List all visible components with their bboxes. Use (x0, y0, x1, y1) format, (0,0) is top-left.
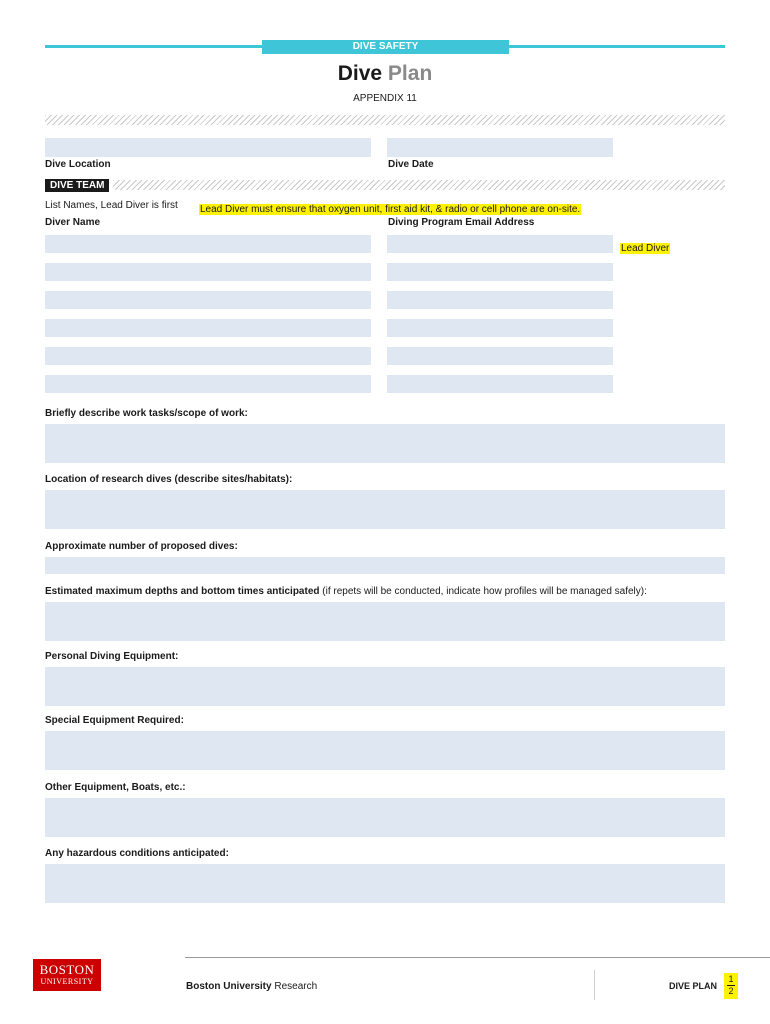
dive-locations-input[interactable] (45, 490, 725, 529)
num-dives-input[interactable] (45, 557, 725, 574)
diver-name-input[interactable] (45, 375, 371, 393)
footer-divider (594, 970, 595, 1000)
diver-name-input[interactable] (45, 235, 371, 253)
email-label: Diving Program Email Address (388, 217, 535, 228)
hazards-input[interactable] (45, 864, 725, 903)
page-title-primary: Dive (337, 62, 383, 85)
dive-team-heading: DIVE TEAM (45, 179, 109, 192)
header-hatch-divider (45, 115, 725, 125)
footer-org-normal: Research (271, 981, 318, 992)
diver-email-input[interactable] (387, 375, 613, 393)
num-dives-label: Approximate number of proposed dives: (45, 541, 238, 552)
depths-label (45, 586, 647, 597)
diver-email-input[interactable] (387, 319, 613, 337)
page-title (0, 62, 770, 86)
diver-email-input[interactable] (387, 263, 613, 281)
dive-team-instruction: List Names, Lead Diver is first (45, 200, 178, 211)
diver-name-input[interactable] (45, 291, 371, 309)
section-banner-text: DIVE SAFETY (352, 41, 419, 52)
special-equipment-input[interactable] (45, 731, 725, 770)
personal-equipment-label: Personal Diving Equipment: (45, 651, 179, 662)
dive-locations-label: Location of research dives (describe sites/habitats): (45, 474, 293, 485)
dive-date-input[interactable] (387, 138, 613, 157)
other-equipment-input[interactable] (45, 798, 725, 837)
depths-label-note: (if repets will be conducted, indicate how profiles will be managed safely): (319, 586, 647, 597)
personal-equipment-input[interactable] (45, 667, 725, 706)
diver-name-label: Diver Name (45, 217, 101, 228)
boston-university-logo (33, 959, 101, 991)
depths-input[interactable] (45, 602, 725, 641)
page-number-current: 1 (728, 974, 734, 984)
diver-email-input[interactable] (387, 235, 613, 253)
diver-name-input[interactable] (45, 263, 371, 281)
safety-note (199, 199, 581, 217)
dive-team-hatch-divider (113, 180, 725, 190)
depths-label-bold: Estimated maximum depths and bottom times anticipated (45, 586, 320, 597)
dive-date-label: Dive Date (388, 159, 434, 170)
page-number-badge (724, 973, 738, 999)
page-number-total: 2 (728, 986, 734, 996)
other-equipment-label: Other Equipment, Boats, etc.: (45, 782, 186, 793)
special-equipment-label: Special Equipment Required: (45, 715, 184, 726)
lead-diver-tag (620, 238, 670, 256)
dive-location-input[interactable] (45, 138, 371, 157)
logo-text-university: UNIVERSITY (40, 977, 94, 986)
section-banner (262, 40, 509, 54)
footer-doc-name: DIVE PLAN (669, 981, 718, 991)
page-subtitle: APPENDIX 11 (353, 93, 417, 104)
header-rule-left (45, 45, 262, 48)
work-tasks-label: Briefly describe work tasks/scope of work: (45, 408, 248, 419)
diver-email-input[interactable] (387, 291, 613, 309)
footer-org-bold: Boston University (186, 981, 272, 992)
logo-text-boston: BOSTON (39, 962, 95, 977)
footer-org-name (186, 981, 317, 992)
hazards-label: Any hazardous conditions anticipated: (45, 848, 229, 859)
safety-note-text: Lead Diver must ensure that oxygen unit, first aid kit, & radio or cell phone are on-site. (200, 204, 581, 215)
lead-diver-tag-text: Lead Diver (621, 243, 670, 254)
footer-rule (185, 957, 770, 958)
work-tasks-input[interactable] (45, 424, 725, 463)
dive-location-label: Dive Location (45, 159, 111, 170)
diver-email-input[interactable] (387, 347, 613, 365)
diver-name-input[interactable] (45, 347, 371, 365)
header-rule-right (509, 45, 725, 48)
page-title-secondary: Plan (387, 62, 433, 85)
diver-name-input[interactable] (45, 319, 371, 337)
